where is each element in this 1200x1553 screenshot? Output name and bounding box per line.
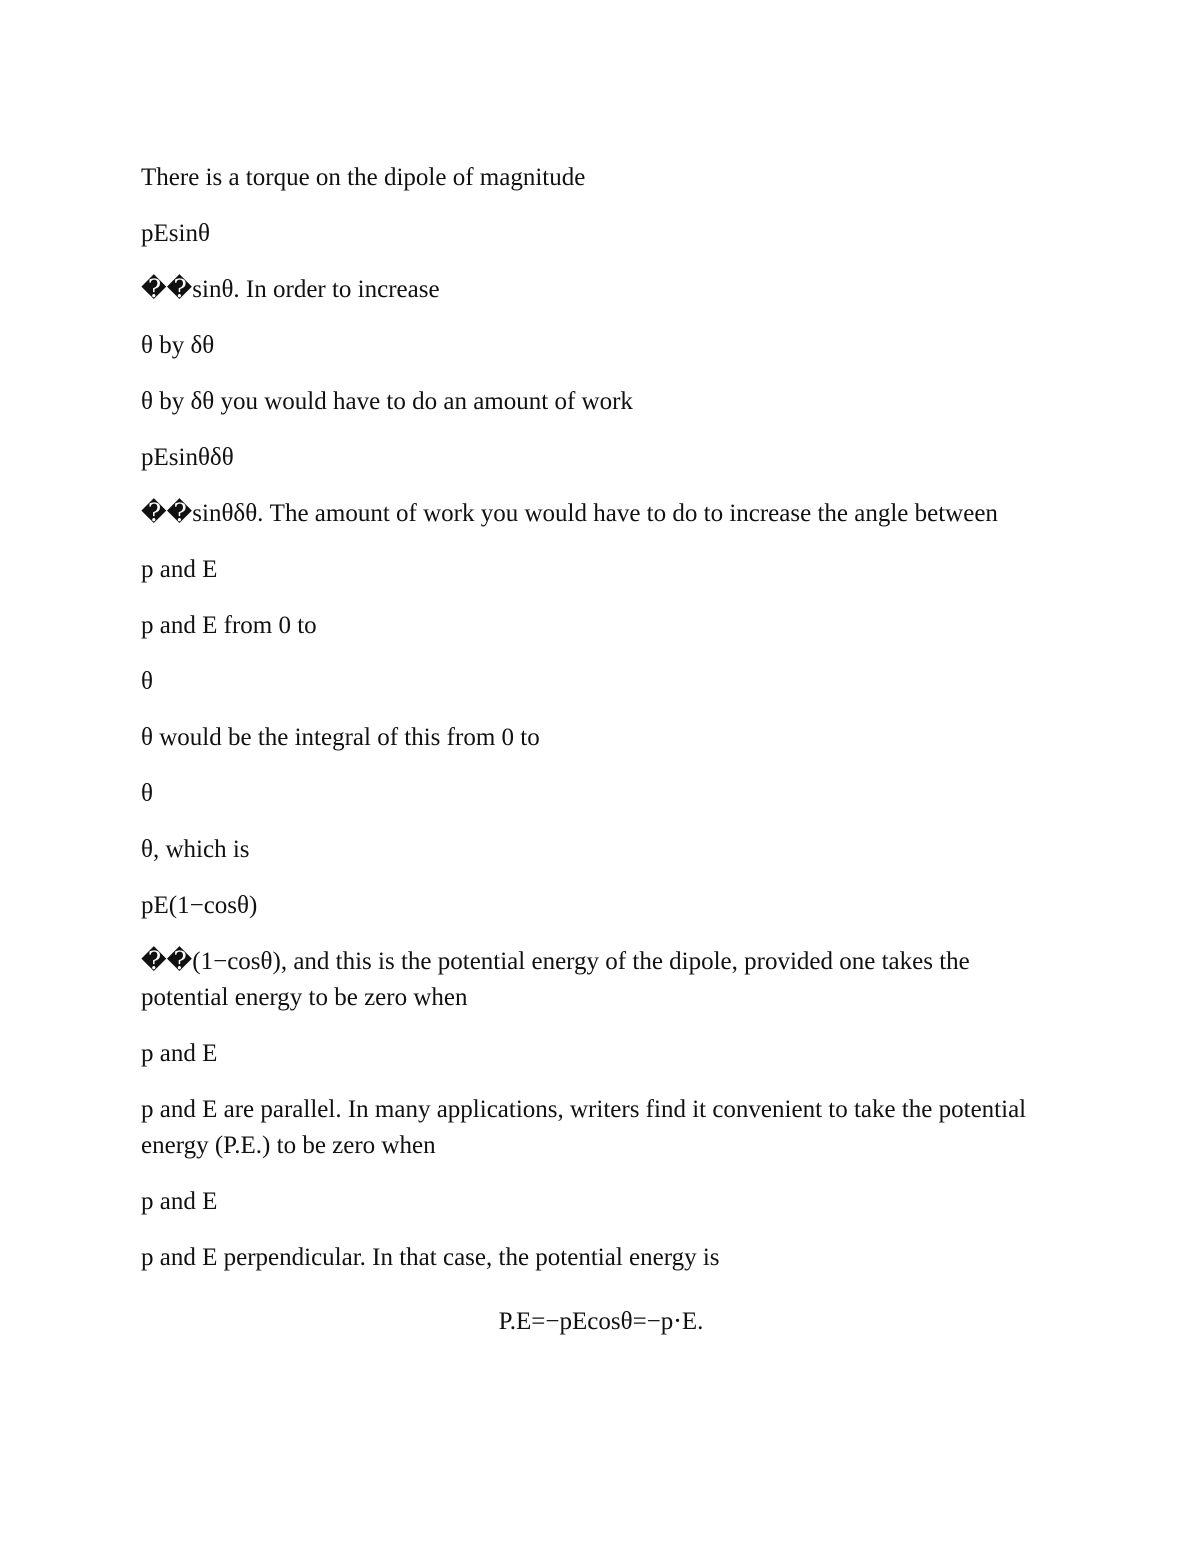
paragraph: p and E from 0 to: [141, 612, 317, 639]
paragraph: θ by δθ you would have to do an amount of work: [141, 388, 633, 415]
paragraph: ��sinθ. In order to increase: [141, 276, 440, 303]
paragraph: pEsinθδθ: [141, 444, 234, 471]
paragraph: p and E: [141, 1040, 218, 1067]
paragraph: ��(1−cosθ), and this is the potential energy of the dipole, provided one takes the potential energy to be zero when: [141, 948, 970, 1011]
paragraph: There is a torque on the dipole of magnitude: [141, 164, 586, 191]
paragraph: ��sinθδθ. The amount of work you would have to do to increase the angle between: [141, 500, 998, 527]
paragraph: p and E: [141, 1188, 218, 1215]
paragraph: θ, which is: [141, 836, 250, 863]
display-equation: P.E=−pEcosθ=−p⋅E.: [498, 1308, 704, 1335]
paragraph: pEsinθ: [141, 220, 210, 247]
paragraph: p and E: [141, 556, 218, 583]
paragraph: θ by δθ: [141, 332, 215, 359]
paragraph: p and E are parallel. In many applications, writers find it convenient to take the potential energy (P.E.) to be zero when: [141, 1096, 1027, 1159]
paragraph: p and E perpendicular. In that case, the potential energy is: [141, 1244, 720, 1271]
document-body: [141, 160, 1041, 1360]
paragraph: θ would be the integral of this from 0 to: [141, 724, 540, 751]
paragraph: pE(1−cosθ): [141, 892, 258, 919]
paragraph: θ: [141, 780, 153, 807]
paragraph: θ: [141, 668, 153, 695]
